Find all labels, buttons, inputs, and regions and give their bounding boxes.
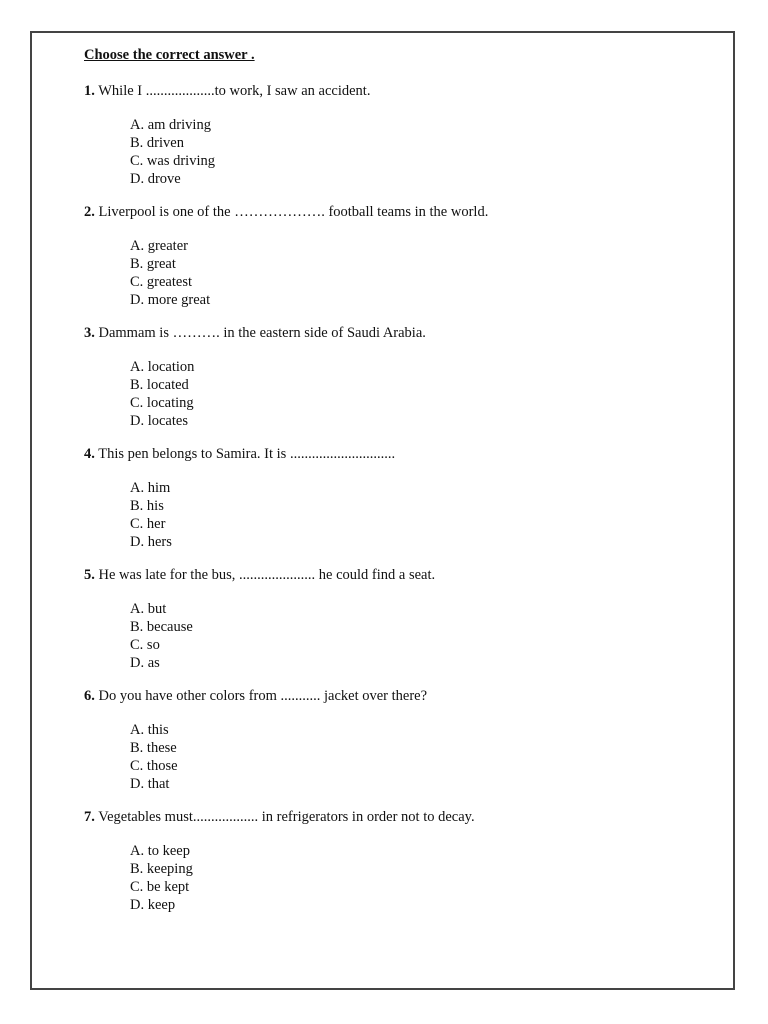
question-text [84,566,724,584]
question-number: 3. [84,325,95,341]
option-d: D. as [130,655,160,671]
question-number: 4. [84,446,95,462]
question-stem: He was late for the bus, ..................... he could find a seat. [94,567,436,583]
option-c: C. so [130,637,160,653]
question-text [84,808,724,826]
option-d: D. drove [130,171,181,187]
options-list [84,358,724,430]
question-text [84,203,724,221]
option-a: A. location [130,359,195,375]
option-b: B. great [130,256,176,272]
option-b: B. these [130,740,177,756]
question-stem: Do you have other colors from ........... jacket over there? [94,688,428,704]
question-number: 1. [84,83,95,99]
question-number: 6. [84,688,95,704]
question-6 [84,687,724,793]
option-d: D. hers [130,534,172,550]
option-d: D. keep [130,897,176,913]
option-c: C. locating [130,395,194,411]
options-list [84,600,724,672]
option-d: D. more great [130,292,211,308]
question-text [84,445,724,463]
question-stem: Vegetables must.................. in refrigerators in order not to decay. [94,809,475,825]
question-stem: Dammam is ………. in the eastern side of Saudi Arabia. [94,325,426,341]
question-stem: Liverpool is one of the ………………. football teams in the world. [94,204,489,220]
question-text [84,324,724,342]
option-a: A. to keep [130,843,190,859]
instruction-heading: Choose the correct answer . [84,47,255,63]
option-c: C. her [130,516,166,532]
options-list [84,721,724,793]
options-list [84,842,724,914]
question-3 [84,324,724,430]
option-c: C. those [130,758,178,774]
option-d: D. that [130,776,170,792]
option-a: A. but [130,601,167,617]
options-list [84,116,724,188]
question-4 [84,445,724,551]
option-a: A. this [130,722,169,738]
options-list [84,237,724,309]
question-stem: This pen belongs to Samira. It is ............................. [94,446,396,462]
question-2 [84,203,724,309]
option-a: A. greater [130,238,188,254]
question-text [84,82,724,100]
option-c: C. greatest [130,274,193,290]
question-7 [84,808,724,914]
question-1 [84,82,724,188]
option-c: C. was driving [130,153,215,169]
question-stem: While I ...................to work, I saw an accident. [94,83,371,99]
question-text [84,687,724,705]
option-b: B. driven [130,135,184,151]
worksheet [84,46,724,929]
question-5 [84,566,724,672]
option-a: A. am driving [130,117,211,133]
option-a: A. him [130,480,171,496]
question-number: 7. [84,809,95,825]
option-b: B. because [130,619,193,635]
options-list [84,479,724,551]
option-d: D. locates [130,413,188,429]
option-b: B. keeping [130,861,193,877]
question-number: 2. [84,204,95,220]
question-number: 5. [84,567,95,583]
option-b: B. located [130,377,189,393]
option-c: C. be kept [130,879,190,895]
option-b: B. his [130,498,164,514]
